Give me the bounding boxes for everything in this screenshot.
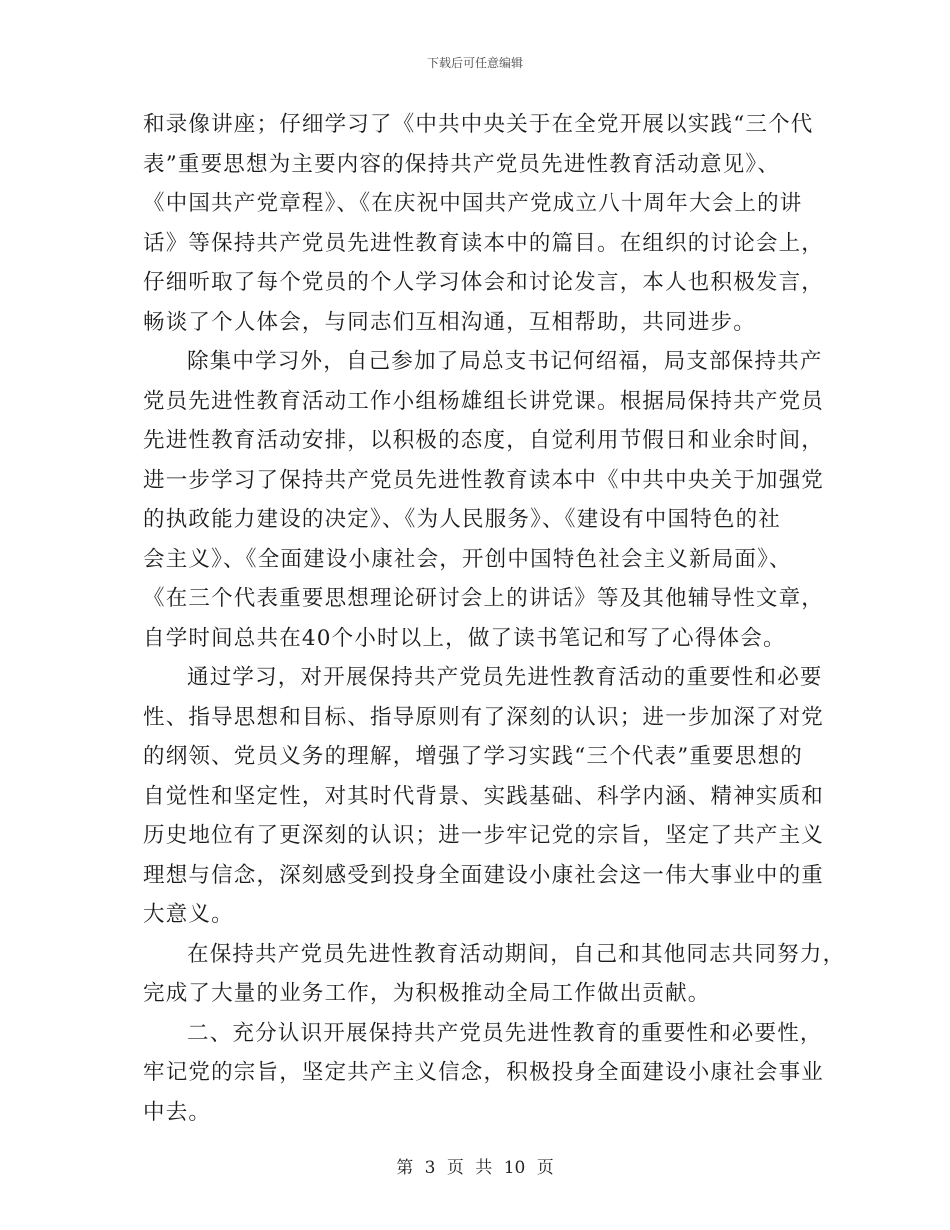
text-line: 和录像讲座；仔细学习了《中共中央关于在全党开展以实践“三个代 [143,112,814,137]
text-line: 党员先进性教育活动工作小组杨雄组长讲党课。根据局保持共产党员 [143,388,825,414]
paragraph-5 [143,1014,825,1133]
text-line: 大意义。 [143,902,234,927]
text-line: 畅谈了个人体会，与同志们互相沟通，互相帮助，共同进步。 [143,309,756,335]
text-line: 自学时间总共在40个小时以上，做了读书笔记和写了心得体会。 [143,625,786,651]
text-line: 表”重要思想为主要内容的保持共产党员先进性教育活动意见》、 [143,151,781,177]
text-line: 牢记党的宗旨，坚定共产主义信念，积极投身全面建设小康社会事业 [143,1060,825,1085]
text-line: 二、充分认识开展保持共产党员先进性教育的重要性和必要性， [187,1020,823,1046]
text-line: 通过学习，对开展保持共产党员先进性教育活动的重要性和必要 [187,665,823,690]
paragraph-2 [143,342,825,658]
paragraph-3 [143,658,825,935]
text-line: 性、指导思想和目标、指导原则有了深刻的认识；进一步加深了对党 [143,704,825,730]
page-number-footer: 第 3 页 共 10 页 [396,1158,554,1178]
document-body [143,105,846,1132]
text-line: 历史地位有了更深刻的认识；进一步牢记党的宗旨，坚定了共产主义 [143,823,825,848]
paragraph-1 [143,105,825,342]
text-line: 的纲领、党员义务的理解，增强了学习实践“三个代表”重要思想的 [143,744,803,769]
text-line: 仔细听取了每个党员的个人学习体会和讨论发言，本人也积极发言， [143,270,825,295]
text-line: 完成了大量的业务工作，为积极推动全局工作做出贡献。 [143,981,711,1006]
text-line: 进一步学习了保持共产党员先进性教育读本中《中共中央关于加强党 [143,467,825,493]
text-line: 话》等保持共产党员先进性教育读本中的篇目。在组织的讨论会上， [143,230,825,256]
text-line: 理想与信念，深刻感受到投身全面建设小康社会这一伟大事业中的重 [143,862,825,888]
header-note: 下载后可任意编辑 [426,56,523,70]
text-line: 《在三个代表重要思想理论研讨会上的讲话》等及其他辅导性文章， [143,586,825,611]
text-line: 《中国共产党章程》、《在庆祝中国共产党成立八十周年大会上的讲 [143,191,803,216]
text-line: 中去。 [143,1099,212,1125]
text-line: 在保持共产党员先进性教育活动期间，自己和其他同志共同努力， [187,941,846,967]
text-line: 除集中学习外，自己参加了局总支书记何绍福，局支部保持共产 [187,349,823,374]
paragraph-4 [143,935,846,1014]
text-line: 会主义》、《全面建设小康社会，开创中国特色社会主义新局面》、 [143,546,792,572]
text-line: 先进性教育活动安排，以积极的态度，自觉利用节假日和业余时间， [143,428,825,453]
text-line: 的执政能力建设的决定》、《为人民服务》、《建设有中国特色的社 [143,507,782,532]
text-line: 自觉性和坚定性，对其时代背景、实践基础、科学内涵、精神实质和 [143,783,825,809]
